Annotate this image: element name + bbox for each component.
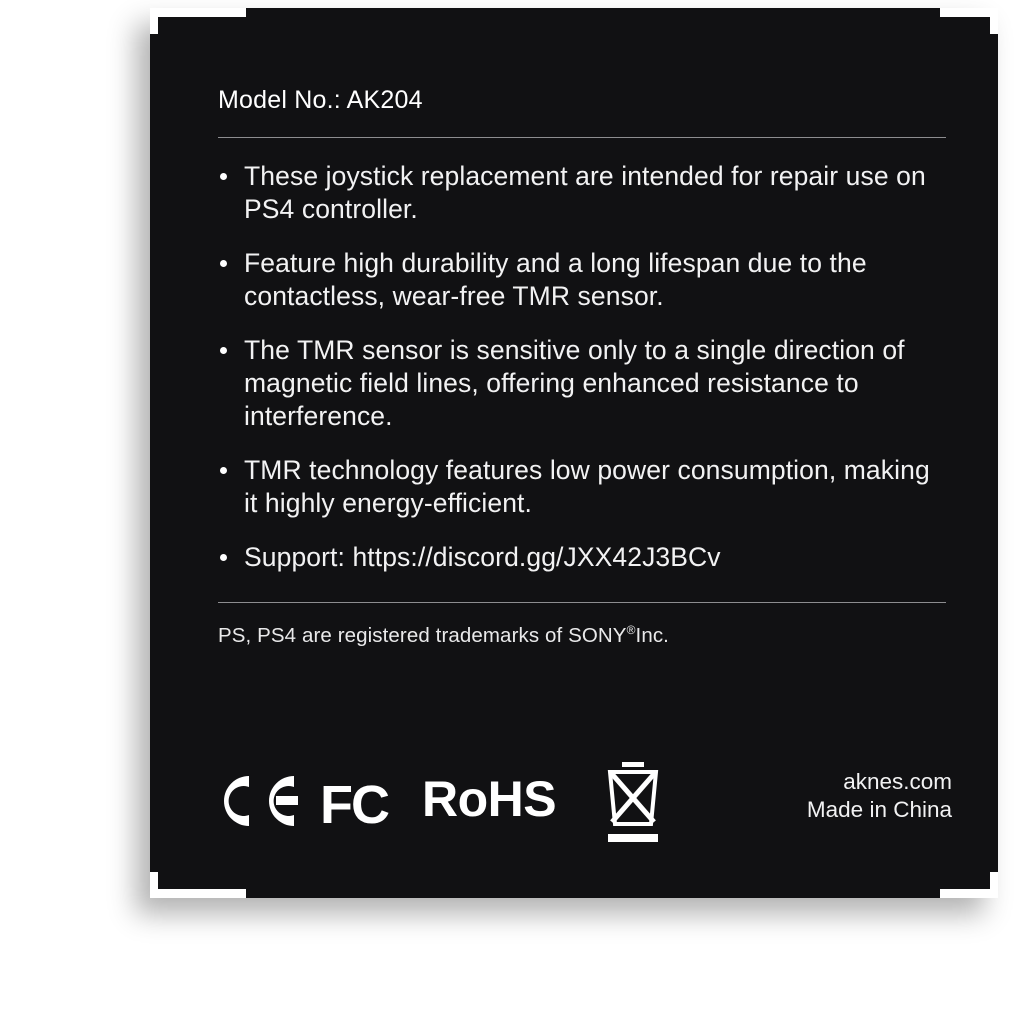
registered-mark-icon: ® bbox=[626, 622, 636, 637]
feature-text: TMR technology features low power consumption, making it highly energy-efficient. bbox=[244, 455, 930, 518]
made-in-text: Made in China bbox=[806, 797, 952, 823]
ce-mark-icon bbox=[216, 770, 300, 832]
list-item bbox=[218, 454, 946, 519]
bullet-dot-icon bbox=[220, 554, 227, 561]
feature-text: These joystick replacement are intended for repair use on PS4 controller. bbox=[244, 161, 926, 224]
model-number: Model No.: AK204 bbox=[218, 86, 423, 114]
weee-bin-icon bbox=[602, 758, 664, 846]
list-item bbox=[218, 160, 946, 225]
feature-text: The TMR sensor is sensitive only to a single direction of magnetic field lines, offering enhanced resistance to interference. bbox=[244, 335, 905, 431]
website-text: aknes.com bbox=[843, 769, 952, 794]
bullet-dot-icon bbox=[220, 173, 227, 180]
certification-row bbox=[150, 762, 998, 852]
bullet-dot-icon bbox=[220, 260, 227, 267]
product-label-card bbox=[150, 8, 998, 898]
fcc-mark-icon: FC bbox=[320, 775, 388, 835]
list-item-support bbox=[218, 541, 946, 574]
feature-list bbox=[218, 138, 946, 574]
feature-text: Feature high durability and a long lifespan due to the contactless, wear-free TMR sensor. bbox=[244, 248, 867, 311]
trademark-text-before: PS, PS4 are registered trademarks of SONY bbox=[218, 623, 627, 647]
origin-info bbox=[807, 768, 952, 824]
bullet-dot-icon bbox=[220, 467, 227, 474]
trademark-notice bbox=[218, 603, 946, 648]
trademark-text-after: Inc. bbox=[635, 623, 669, 647]
list-item bbox=[218, 334, 946, 432]
list-item bbox=[218, 247, 946, 312]
rohs-mark-icon: RoHS bbox=[422, 771, 557, 827]
bullet-dot-icon bbox=[220, 347, 227, 354]
support-link-text[interactable]: Support: https://discord.gg/JXX42J3BCv bbox=[244, 542, 721, 573]
